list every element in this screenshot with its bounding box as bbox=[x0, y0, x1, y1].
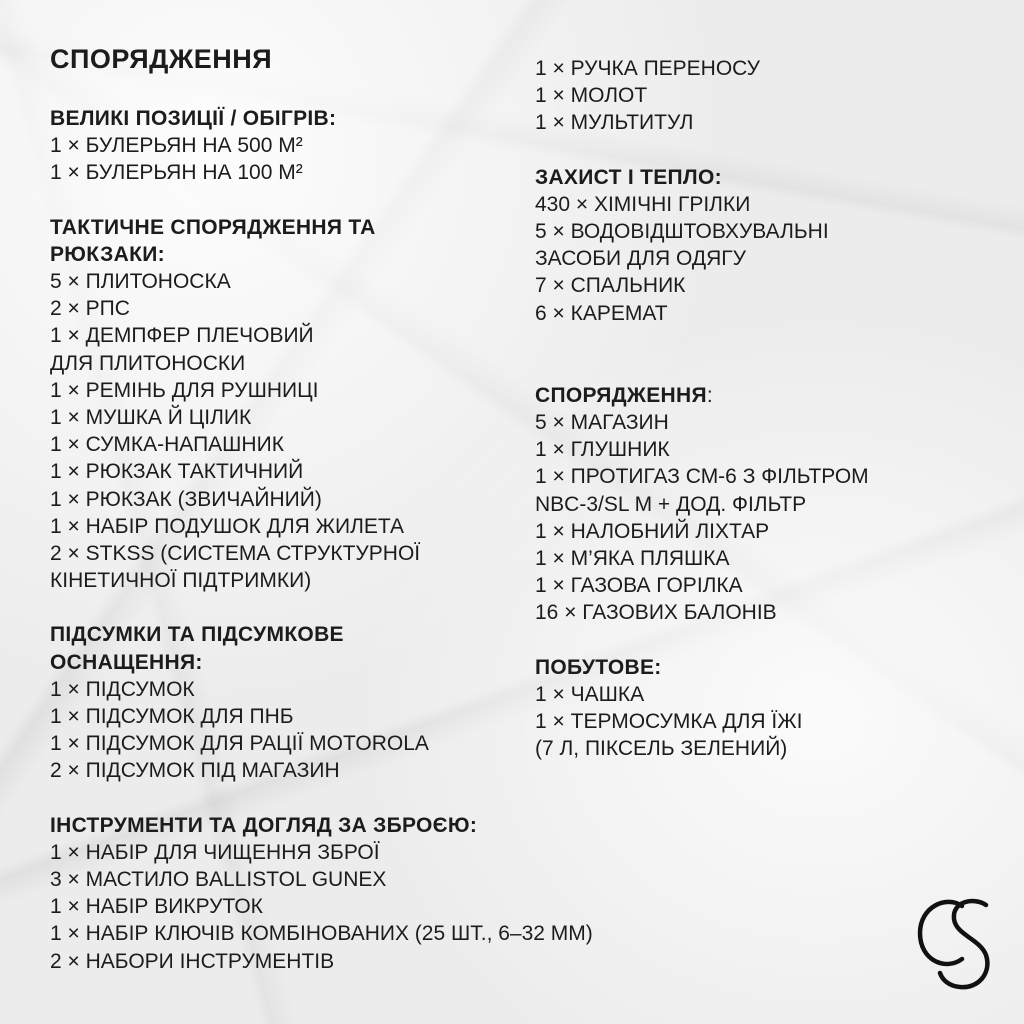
list-item: 1 × ТЕРМОСУМКА ДЛЯ ЇЖІ bbox=[535, 710, 803, 734]
list-item: 1 × РЮКЗАК ТАКТИЧНИЙ bbox=[50, 460, 304, 484]
section-heading: ПОБУТОВЕ: bbox=[535, 655, 662, 679]
section-protection-warmth bbox=[535, 164, 1005, 327]
section-heading: ЗАХИСТ І ТЕПЛО: bbox=[535, 165, 722, 189]
section-heading: ОСНАЩЕННЯ: bbox=[50, 650, 203, 674]
section-heading: ІНСТРУМЕНТИ ТА ДОГЛЯД ЗА ЗБРОЄЮ: bbox=[50, 813, 478, 837]
list-item: 1 × НАБІР ДЛЯ ЧИЩЕННЯ ЗБРОЇ bbox=[50, 840, 380, 864]
section-heading: ПІДСУМКИ ТА ПІДСУМКОВЕ bbox=[50, 623, 344, 647]
list-item: 2 × ПІДСУМОК ПІД МАГАЗИН bbox=[50, 759, 340, 783]
list-item: 1 × НАБІР ВИКРУТОК bbox=[50, 895, 263, 919]
list-item: (7 Л, ПІКСЕЛЬ ЗЕЛЕНИЙ) bbox=[535, 737, 788, 761]
list-item: 2 × STKSS (СИСТЕМА СТРУКТУРНОЇ bbox=[50, 542, 421, 566]
list-item: ДЛЯ ПЛИТОНОСКИ bbox=[50, 351, 246, 375]
list-item: 1 × НАБІР ПОДУШОК ДЛЯ ЖИЛЕТА bbox=[50, 514, 405, 538]
list-item: 1 × ГАЗОВА ГОРІЛКА bbox=[535, 574, 743, 598]
section-heating bbox=[50, 105, 520, 187]
list-item: 5 × ПЛИТОНОСКА bbox=[50, 270, 231, 294]
list-item: 1 × НАБІР КЛЮЧІВ КОМБІНОВАНИХ (25 ШТ., 6–32 ММ) bbox=[50, 922, 593, 946]
list-item: 1 × ПРОТИГАЗ СМ-6 З ФІЛЬТРОМ bbox=[535, 465, 869, 489]
list-item: 1 × РЮКЗАК (ЗВИЧАЙНИЙ) bbox=[50, 487, 322, 511]
list-item: NBC-3/SL M + ДОД. ФІЛЬТР bbox=[535, 492, 807, 516]
section-tools-continued bbox=[535, 55, 1005, 137]
section-heading: РЮКЗАКИ: bbox=[50, 242, 165, 266]
section-heading-colon: : bbox=[706, 383, 713, 407]
list-item: 3 × МАСТИЛО BALLISTOL GUNEX bbox=[50, 868, 387, 892]
section-tools bbox=[50, 812, 593, 975]
list-item: 1 × БУЛЕРЬЯН НА 100 М² bbox=[50, 161, 303, 185]
list-item: 1 × МОЛОТ bbox=[535, 84, 648, 108]
list-item: 7 × СПАЛЬНИК bbox=[535, 274, 686, 298]
list-item: 1 × БУЛЕРЬЯН НА 500 М² bbox=[50, 134, 303, 158]
list-item: 1 × СУМКА-НАПАШНИК bbox=[50, 433, 284, 457]
list-item: 1 × ГЛУШНИК bbox=[535, 438, 670, 462]
list-item: 1 × ЧАШКА bbox=[535, 682, 645, 706]
list-item: КІНЕТИЧНОЇ ПІДТРИМКИ) bbox=[50, 569, 312, 593]
cs-monogram-icon bbox=[916, 893, 996, 993]
section-household bbox=[535, 654, 1005, 763]
list-item: 6 × КАРЕМАТ bbox=[535, 301, 668, 325]
list-item: 2 × РПС bbox=[50, 297, 130, 321]
list-item: 1 × ПІДСУМОК bbox=[50, 677, 195, 701]
list-item: 1 × М’ЯКА ПЛЯШКА bbox=[535, 547, 730, 571]
list-item: 5 × ВОДОВІДШТОВХУВАЛЬНІ bbox=[535, 220, 829, 244]
list-item: 1 × МУЛЬТИТУЛ bbox=[535, 111, 694, 135]
section-equipment bbox=[535, 382, 1005, 627]
section-heading-text: СПОРЯДЖЕННЯ bbox=[535, 383, 707, 407]
section-heading: ТАКТИЧНЕ СПОРЯДЖЕННЯ ТА bbox=[50, 215, 376, 239]
right-column bbox=[535, 55, 1005, 762]
section-tactical-gear bbox=[50, 214, 520, 595]
list-item: 1 × ПІДСУМОК ДЛЯ РАЦІЇ MOTOROLA bbox=[50, 732, 429, 756]
list-item: 16 × ГАЗОВИХ БАЛОНІВ bbox=[535, 601, 777, 625]
list-item: 1 × МУШКА Й ЦІЛИК bbox=[50, 406, 252, 430]
section-heading bbox=[535, 382, 1005, 409]
page-title: СПОРЯДЖЕННЯ bbox=[50, 44, 273, 74]
list-item: 1 × РУЧКА ПЕРЕНОСУ bbox=[535, 57, 760, 80]
list-item: 1 × РЕМІНЬ ДЛЯ РУШНИЦІ bbox=[50, 378, 319, 402]
list-item: 1 × НАЛОБНИЙ ЛІХТАР bbox=[535, 519, 770, 543]
list-item: 5 × МАГАЗИН bbox=[535, 411, 669, 435]
list-item: 1 × ПІДСУМОК ДЛЯ ПНБ bbox=[50, 705, 294, 729]
list-item: ЗАСОБИ ДЛЯ ОДЯГУ bbox=[535, 247, 746, 271]
section-heading: ВЕЛИКІ ПОЗИЦІЇ / ОБІГРІВ: bbox=[50, 107, 337, 130]
list-item: 430 × ХІМІЧНІ ГРІЛКИ bbox=[535, 192, 751, 216]
list-item: 1 × ДЕМПФЕР ПЛЕЧОВИЙ bbox=[50, 324, 314, 348]
list-item: 2 × НАБОРИ ІНСТРУМЕНТІВ bbox=[50, 949, 335, 973]
section-pouches bbox=[50, 621, 520, 784]
